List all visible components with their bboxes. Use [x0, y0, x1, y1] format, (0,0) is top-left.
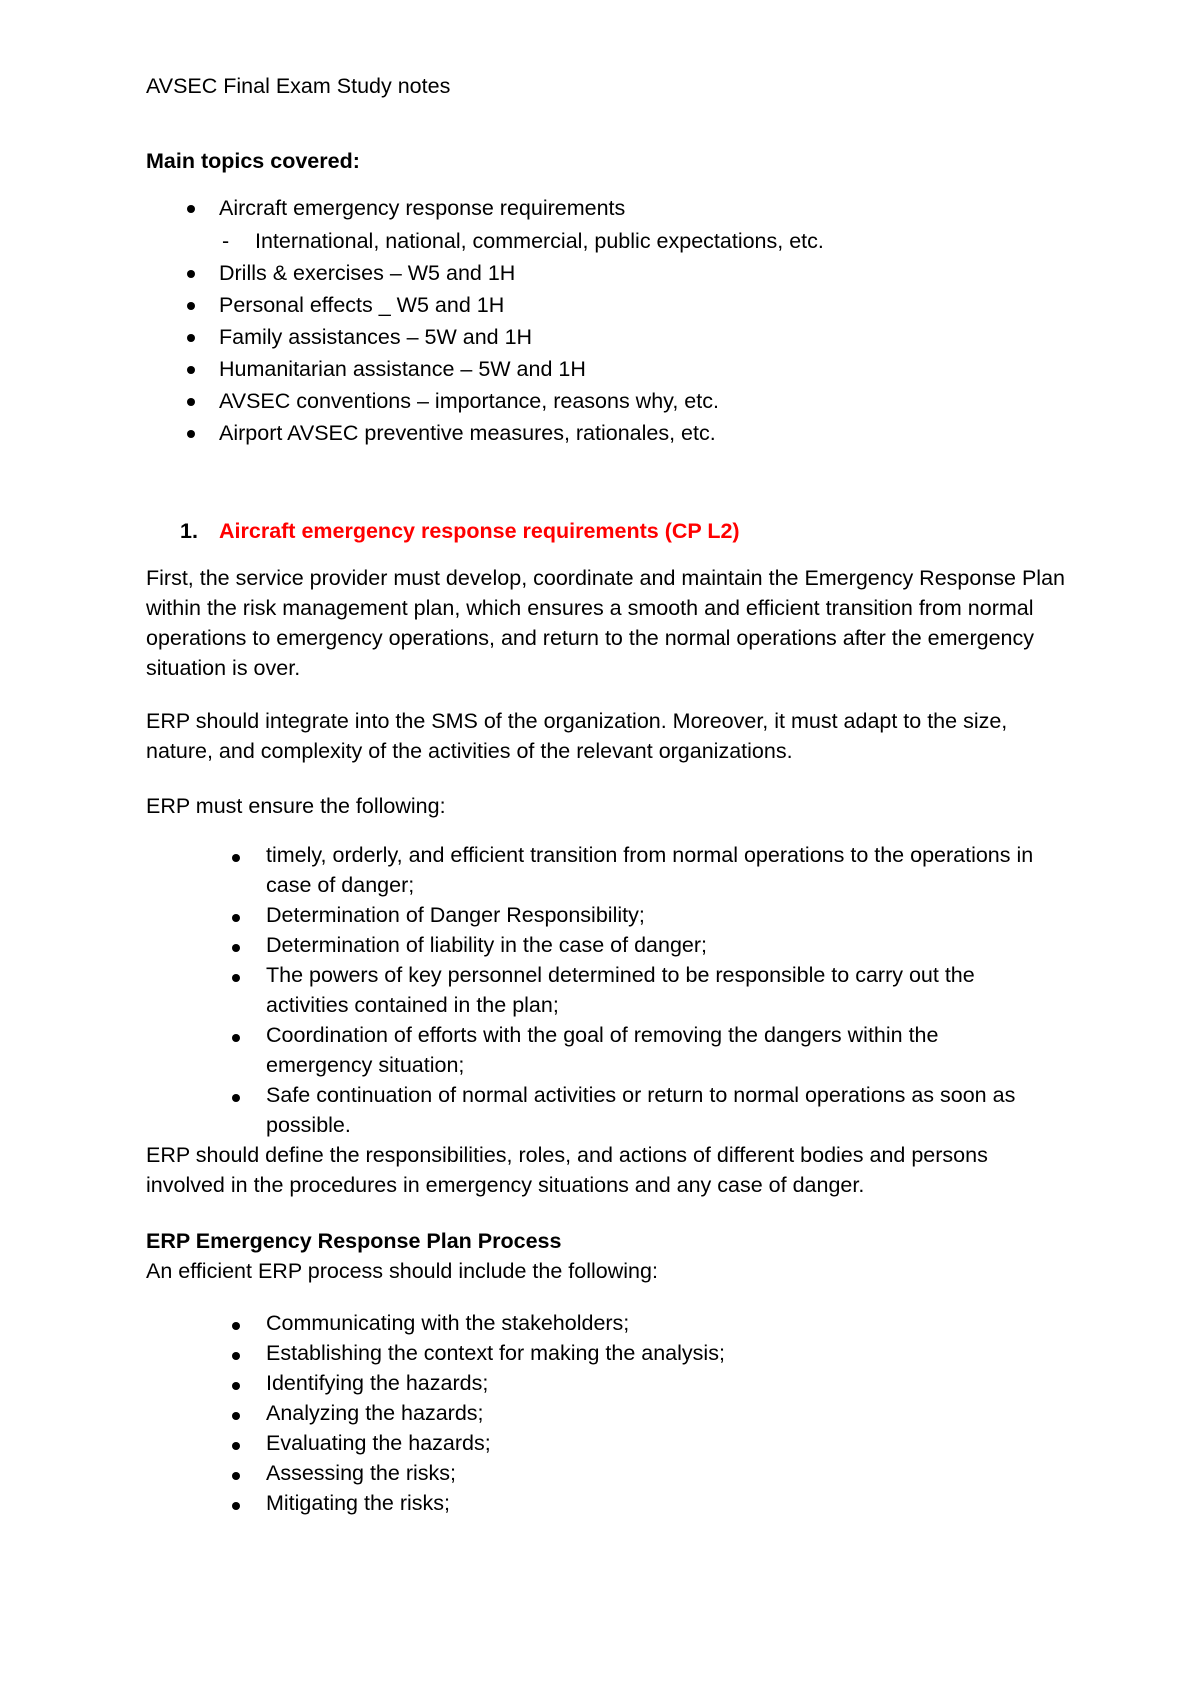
bullet-icon	[187, 302, 195, 310]
bullet-icon	[187, 205, 195, 213]
process-item: Identifying the hazards;	[266, 1371, 489, 1395]
topic-item: AVSEC conventions – importance, reasons why, etc.	[219, 389, 719, 413]
bullet-icon	[187, 366, 195, 374]
sub-item-dash: -	[222, 229, 230, 253]
bullet-icon	[232, 914, 240, 922]
bullet-icon	[232, 974, 240, 982]
paragraph: ERP must ensure the following:	[146, 794, 446, 818]
bullet-icon	[187, 430, 195, 438]
bullet-icon	[187, 270, 195, 278]
topic-sub-item: International, national, commercial, public expectations, etc.	[255, 229, 824, 253]
document-title: AVSEC Final Exam Study notes	[146, 74, 451, 98]
ensure-item: Determination of Danger Responsibility;	[266, 903, 645, 927]
ensure-item: Determination of liability in the case of danger;	[266, 933, 707, 957]
bullet-icon	[232, 1502, 240, 1510]
bullet-icon	[232, 944, 240, 952]
topic-item: Airport AVSEC preventive measures, rationales, etc.	[219, 421, 716, 445]
paragraph: ERP should define the responsibilities, roles, and actions of different bodies and persons involved in the procedures in emergency situations and any case of danger.	[146, 1143, 988, 1197]
bullet-icon	[187, 398, 195, 406]
process-item: Analyzing the hazards;	[266, 1401, 484, 1425]
section-number: 1.	[180, 519, 198, 543]
ensure-item: Safe continuation of normal activities or return to normal operations as soon as possible.	[266, 1083, 1016, 1137]
bullet-icon	[232, 854, 240, 862]
process-intro: An efficient ERP process should include the following:	[146, 1259, 658, 1283]
section-title: Aircraft emergency response requirements (CP L2)	[219, 519, 740, 543]
process-item: Evaluating the hazards;	[266, 1431, 491, 1455]
topic-item: Aircraft emergency response requirements	[219, 196, 626, 220]
topic-item: Drills & exercises – W5 and 1H	[219, 261, 516, 285]
bullet-icon	[232, 1094, 240, 1102]
process-item: Establishing the context for making the analysis;	[266, 1341, 725, 1365]
topics-heading: Main topics covered:	[146, 149, 360, 173]
ensure-item: The powers of key personnel determined to be responsible to carry out the activities contained in the plan;	[266, 963, 975, 1017]
bullet-icon	[232, 1382, 240, 1390]
ensure-item: Coordination of efforts with the goal of removing the dangers within the emergency situation;	[266, 1023, 939, 1077]
paragraph: ERP should integrate into the SMS of the organization. Moreover, it must adapt to the size, nature, and complexity of the activities of the relevant organizations.	[146, 709, 1008, 763]
bullet-icon	[232, 1352, 240, 1360]
bullet-icon	[232, 1472, 240, 1480]
process-item: Mitigating the risks;	[266, 1491, 451, 1515]
bullet-icon	[232, 1412, 240, 1420]
paragraph: First, the service provider must develop, coordinate and maintain the Emergency Response Plan within the risk management plan, which ensures a smooth and efficient transition from normal operations to emergency operations, and return to the normal operations after the emergency situation is over.	[146, 566, 1065, 680]
topic-item: Personal effects _ W5 and 1H	[219, 293, 505, 317]
bullet-icon	[232, 1442, 240, 1450]
ensure-item: timely, orderly, and efficient transition from normal operations to the operations in case of danger;	[266, 843, 1034, 897]
topic-item: Family assistances – 5W and 1H	[219, 325, 533, 349]
process-heading: ERP Emergency Response Plan Process	[146, 1229, 562, 1253]
process-item: Assessing the risks;	[266, 1461, 456, 1485]
bullet-icon	[232, 1034, 240, 1042]
bullet-icon	[187, 334, 195, 342]
bullet-icon	[232, 1322, 240, 1330]
process-item: Communicating with the stakeholders;	[266, 1311, 630, 1335]
topic-item: Humanitarian assistance – 5W and 1H	[219, 357, 586, 381]
